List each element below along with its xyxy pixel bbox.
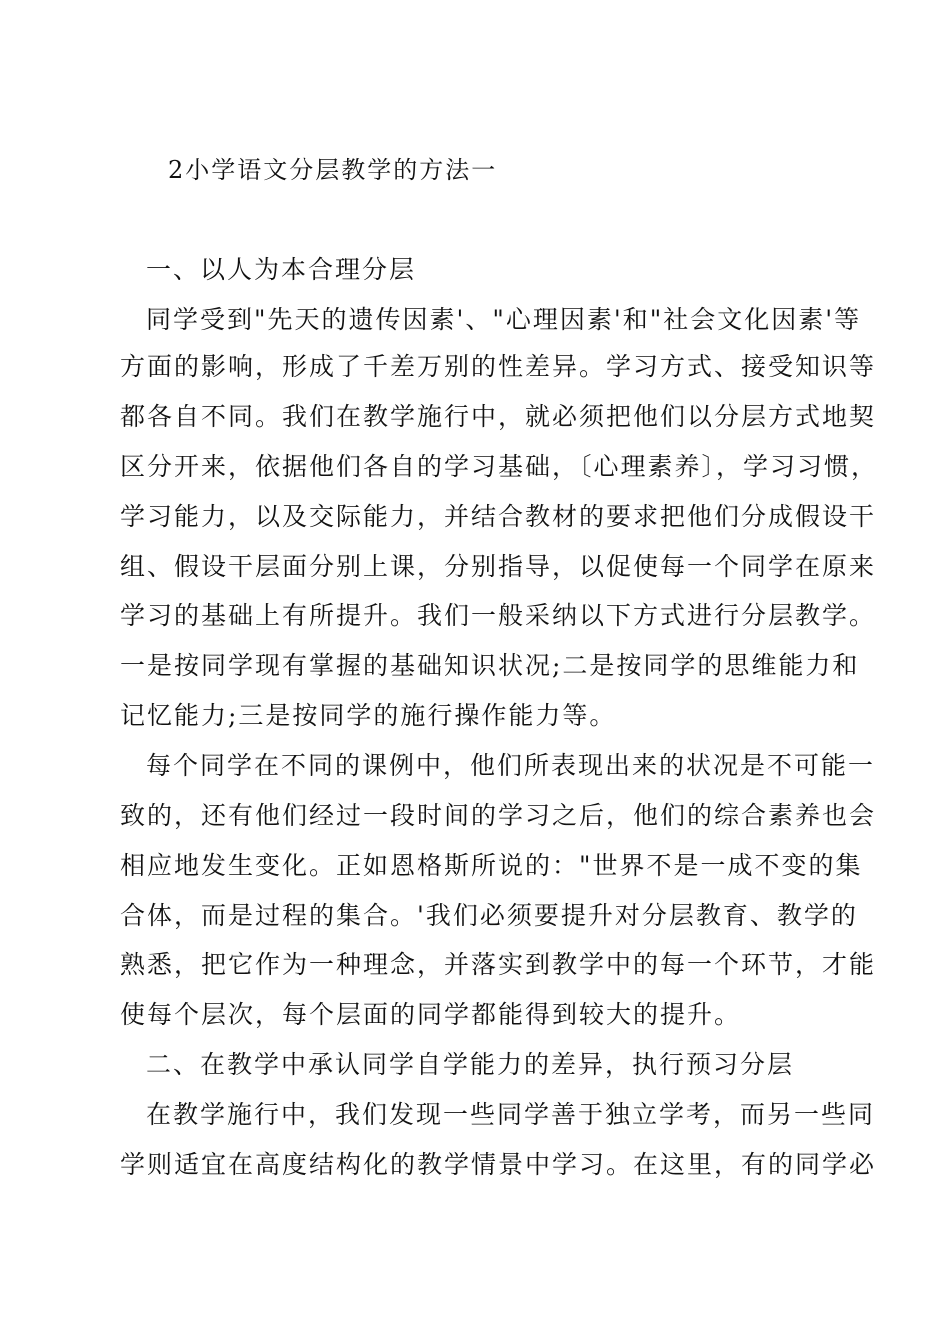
paragraph-line: 方面的影响，形成了千差万别的性差异。学习方式、接受知识等 (120, 352, 877, 381)
paragraph-line: 熟悉，把它作为一种理念，并落实到教学中的每一个环节，才能 (120, 950, 877, 979)
paragraph-line: 记忆能力;三是按同学的施行操作能力等。 (120, 701, 617, 730)
paragraph-line: 合体，而是过程的集合。'我们必须要提升对分层教育、教学的 (120, 901, 858, 930)
heading-section-2: 二、在教学中承认同学自学能力的差异，执行预习分层 (146, 1050, 795, 1079)
paragraph-line: 同学受到"先天的遗传因素'、"心理因素'和"社会文化因素'等 (146, 305, 862, 334)
document-title: 2小学语文分层教学的方法一 (168, 156, 498, 184)
paragraph-line: 致的，还有他们经过一段时间的学习之后，他们的综合素养也会 (120, 801, 877, 830)
paragraph-line: 一是按同学现有掌握的基础知识状况;二是按同学的思维能力和 (120, 651, 860, 680)
paragraph-line: 学则适宜在高度结构化的教学情景中学习。在这里，有的同学必 (120, 1150, 877, 1179)
paragraph-line: 使每个层次，每个层面的同学都能得到较大的提升。 (120, 1000, 742, 1029)
heading-section-1: 一、以人为本合理分层 (146, 255, 417, 284)
paragraph-line: 学习的基础上有所提升。我们一般采纳以下方式进行分层教学。 (120, 601, 877, 630)
paragraph-line: 在教学施行中，我们发现一些同学善于独立学考，而另一些同 (146, 1100, 876, 1129)
paragraph-line: 每个同学在不同的课例中，他们所表现出来的状况是不可能一 (146, 751, 876, 780)
paragraph-line: 组、假设干层面分别上课，分别指导，以促使每一个同学在原来 (120, 552, 877, 581)
paragraph-line: 相应地发生变化。正如恩格斯所说的："世界不是一成不变的集 (120, 851, 863, 880)
paragraph-line: 区分开来，依据他们各自的学习基础，〔心理素养〕，学习习惯， (120, 452, 879, 481)
paragraph-line: 学习能力，以及交际能力，并结合教材的要求把他们分成假设干 (120, 502, 877, 531)
paragraph-line: 都各自不同。我们在教学施行中，就必须把他们以分层方式地契 (120, 402, 877, 431)
